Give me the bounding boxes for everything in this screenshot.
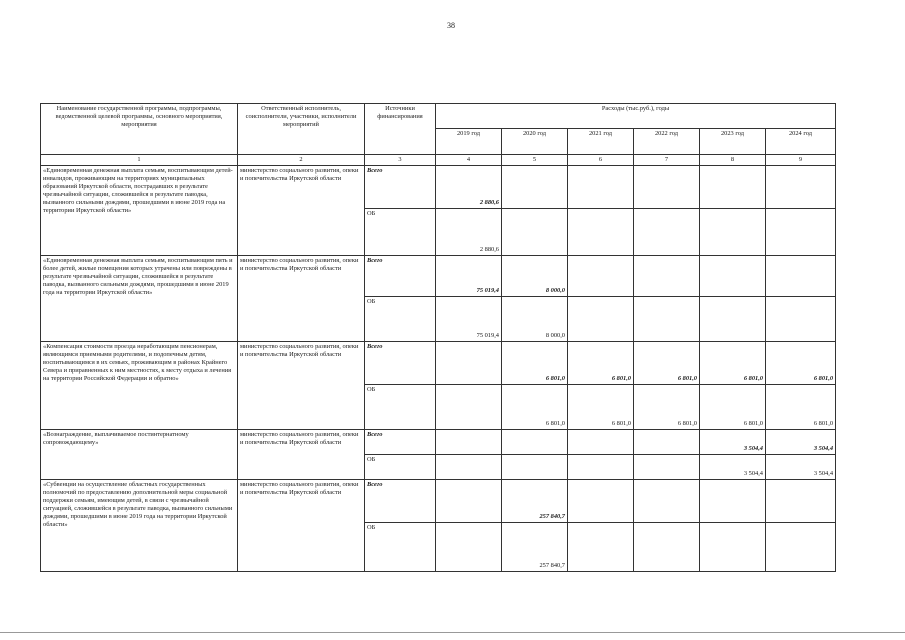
value-ob bbox=[568, 455, 634, 480]
source-total: Всего bbox=[365, 256, 436, 297]
program-row-total bbox=[41, 256, 836, 297]
budget-table bbox=[40, 103, 836, 572]
program-name: «Вознаграждение, выплачиваемое постинтернатному сопровождающему» bbox=[41, 430, 238, 480]
value-ob: 3 504,4 bbox=[700, 455, 766, 480]
value-total: 257 840,7 bbox=[502, 480, 568, 523]
index-cell: 7 bbox=[634, 155, 700, 166]
header-expenses: Расходы (тыс.руб.), годы bbox=[436, 104, 836, 129]
value-ob: 6 801,0 bbox=[766, 385, 836, 430]
value-total bbox=[634, 256, 700, 297]
value-total bbox=[436, 430, 502, 455]
program-row-total bbox=[41, 342, 836, 385]
value-total bbox=[502, 430, 568, 455]
value-total: 8 000,0 bbox=[502, 256, 568, 297]
scan-edge-line bbox=[0, 632, 905, 633]
index-cell: 6 bbox=[568, 155, 634, 166]
value-total: 6 801,0 bbox=[502, 342, 568, 385]
value-total: 2 880,6 bbox=[436, 166, 502, 209]
value-ob bbox=[700, 209, 766, 256]
source-ob: ОБ bbox=[365, 297, 436, 342]
index-cell: 2 bbox=[238, 155, 365, 166]
source-ob: ОБ bbox=[365, 385, 436, 430]
value-ob: 6 801,0 bbox=[634, 385, 700, 430]
source-total: Всего bbox=[365, 480, 436, 523]
value-total: 6 801,0 bbox=[766, 342, 836, 385]
value-total bbox=[568, 430, 634, 455]
program-executor: министерство социального развития, опеки и попечительства Иркутской области bbox=[238, 342, 365, 430]
page-number: 38 bbox=[447, 21, 455, 30]
value-total: 6 801,0 bbox=[568, 342, 634, 385]
index-cell: 1 bbox=[41, 155, 238, 166]
index-row bbox=[41, 155, 836, 166]
source-ob: ОБ bbox=[365, 523, 436, 572]
value-total bbox=[634, 430, 700, 455]
index-cell: 3 bbox=[365, 155, 436, 166]
value-total: 6 801,0 bbox=[634, 342, 700, 385]
program-row-total bbox=[41, 430, 836, 455]
program-name: «Компенсация стоимости проезда неработающим пенсионерам, являющимся приемными родителями, и подопечным детям, воспитывающимся в их семьях, проживающим в районах Крайнего Севера и приравненных к ним местностях, к месту отдыха и лечения на территории Российской Федерации и обратно» bbox=[41, 342, 238, 430]
header-year: 2021 год bbox=[568, 129, 634, 155]
value-total bbox=[436, 480, 502, 523]
program-name: «Единовременная денежная выплата семьям, воспитывающим пять и более детей, жилые помещения которых утрачены или повреждены в результате чрезвычайной ситуации, сложившейся в результате паводка, вызванного сильными дождями, прошедшими в июне 2019 года на территории Иркутской области» bbox=[41, 256, 238, 342]
value-total bbox=[568, 166, 634, 209]
program-name: «Единовременная денежная выплата семьям, воспитывающим детей-инвалидов, проживающим на территориях муниципальных образований Иркутской области, пострадавших в результате чрезвычайной ситуации, сложившейся в результате паводка, вызванного сильными дождями, прошедшими в июне 2019 года на территории Иркутской области» bbox=[41, 166, 238, 256]
value-total: 75 019,4 bbox=[436, 256, 502, 297]
value-ob: 75 019,4 bbox=[436, 297, 502, 342]
value-ob bbox=[568, 209, 634, 256]
program-executor: министерство социального развития, опеки и попечительства Иркутской области bbox=[238, 256, 365, 342]
header-year: 2020 год bbox=[502, 129, 568, 155]
value-total bbox=[502, 166, 568, 209]
value-total bbox=[700, 166, 766, 209]
header-year: 2022 год bbox=[634, 129, 700, 155]
value-ob bbox=[436, 523, 502, 572]
value-total bbox=[766, 480, 836, 523]
value-total: 6 801,0 bbox=[700, 342, 766, 385]
value-ob bbox=[568, 297, 634, 342]
program-executor: министерство социального развития, опеки и попечительства Иркутской области bbox=[238, 480, 365, 572]
value-ob: 6 801,0 bbox=[700, 385, 766, 430]
value-ob bbox=[634, 523, 700, 572]
value-ob bbox=[766, 523, 836, 572]
value-ob bbox=[634, 297, 700, 342]
value-total bbox=[568, 480, 634, 523]
header-name: Наименование государственной программы, подпрограммы, ведомственной целевой программы, основного мероприятия, мероприятия bbox=[41, 104, 238, 155]
program-row-total bbox=[41, 166, 836, 209]
source-ob: ОБ bbox=[365, 455, 436, 480]
program-row-total bbox=[41, 480, 836, 523]
header-year: 2024 год bbox=[766, 129, 836, 155]
value-total bbox=[700, 480, 766, 523]
header-year: 2023 год bbox=[700, 129, 766, 155]
program-name: «Субвенции на осуществление областных государственных полномочий по предоставлению дополнительной меры социальной поддержки семьям, имеющим детей, в связи с чрезвычайной ситуацией, сложившейся в результате паводка, вызванного сильными дождями, прошедшими в июне 2019 года на территории Иркутской области» bbox=[41, 480, 238, 572]
source-ob: ОБ bbox=[365, 209, 436, 256]
value-ob: 257 840,7 bbox=[502, 523, 568, 572]
value-total bbox=[634, 480, 700, 523]
header-executor: Ответственный исполнитель, соисполнители, участники, исполнители мероприятий bbox=[238, 104, 365, 155]
value-ob bbox=[568, 523, 634, 572]
source-total: Всего bbox=[365, 430, 436, 455]
value-total: 3 504,4 bbox=[700, 430, 766, 455]
value-ob: 6 801,0 bbox=[502, 385, 568, 430]
value-ob: 8 000,0 bbox=[502, 297, 568, 342]
value-total bbox=[766, 166, 836, 209]
source-total: Всего bbox=[365, 166, 436, 209]
index-cell: 4 bbox=[436, 155, 502, 166]
value-total bbox=[436, 342, 502, 385]
value-ob bbox=[634, 209, 700, 256]
header-source: Источники финансирования bbox=[365, 104, 436, 155]
index-cell: 9 bbox=[766, 155, 836, 166]
value-ob bbox=[436, 455, 502, 480]
header-year: 2019 год bbox=[436, 129, 502, 155]
value-ob: 3 504,4 bbox=[766, 455, 836, 480]
source-total: Всего bbox=[365, 342, 436, 385]
value-total bbox=[568, 256, 634, 297]
value-total bbox=[766, 256, 836, 297]
value-ob bbox=[700, 297, 766, 342]
value-ob bbox=[502, 455, 568, 480]
index-cell: 8 bbox=[700, 155, 766, 166]
value-total bbox=[634, 166, 700, 209]
value-ob bbox=[634, 455, 700, 480]
value-ob: 2 880,6 bbox=[436, 209, 502, 256]
value-total: 3 504,4 bbox=[766, 430, 836, 455]
program-executor: министерство социального развития, опеки и попечительства Иркутской области bbox=[238, 430, 365, 480]
program-executor: министерство социального развития, опеки и попечительства Иркутской области bbox=[238, 166, 365, 256]
value-ob bbox=[766, 297, 836, 342]
value-ob: 6 801,0 bbox=[568, 385, 634, 430]
value-ob bbox=[700, 523, 766, 572]
index-cell: 5 bbox=[502, 155, 568, 166]
value-ob bbox=[766, 209, 836, 256]
header-row bbox=[41, 104, 836, 129]
value-ob bbox=[502, 209, 568, 256]
value-total bbox=[700, 256, 766, 297]
value-ob bbox=[436, 385, 502, 430]
